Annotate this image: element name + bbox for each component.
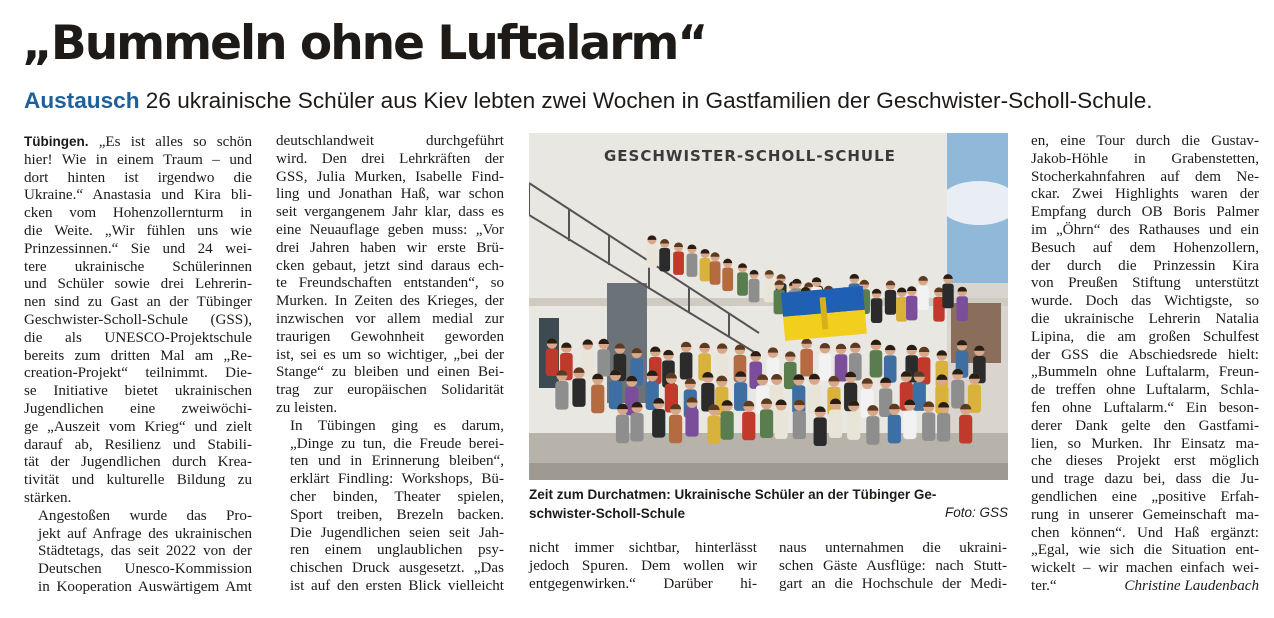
text-line: „Bummeln ohne Luftalarm, Freun-: [1031, 364, 1259, 381]
text-line: Ukraine.“ Anastasia und Kira bli-: [24, 187, 252, 204]
text-line: chischen Druck ausgesetzt. „Das: [290, 560, 504, 577]
text-line: und trage dazu bei, dass die Ju-: [1031, 471, 1259, 488]
closing-text: ter.“: [1031, 577, 1057, 594]
text-line: jedoch Spuren. Dem wollen wir: [529, 557, 757, 574]
text-line: te Freundschaften entstanden“, so: [276, 275, 504, 292]
text-line: Stange“ zu bleiben und einen Bei-: [276, 364, 504, 381]
ukraine-flag: [781, 286, 867, 341]
text-line: Angestoßen wurde das Pro-: [38, 507, 252, 524]
text-line: Lipina, die am großen Schulfest: [1031, 328, 1259, 345]
text-line: ge „Auszeit vom Krieg“ und zielt: [24, 418, 252, 435]
text-line: fen ohne Luftalarm.“ Ein beson-: [1031, 399, 1259, 416]
text-line: Tübingen. „Es ist alles so schön: [24, 134, 252, 150]
text-line: die als UNESCO-Projektschule: [24, 329, 252, 346]
headline: „Bummeln ohne Luftalarm“: [22, 16, 707, 71]
paragraph-5: [1031, 133, 1259, 596]
text-line: en, eine Tour durch die Gustav-: [1031, 133, 1259, 149]
text-line: von Preußen Stiftung unterstützt: [1031, 275, 1259, 292]
text-line: bereits zum dritten Mal am „Re-: [24, 347, 252, 364]
article-column-1: [24, 133, 252, 603]
text-line: derer Dank gelte den Gastfami-: [1031, 417, 1259, 434]
text-line: „Dinge zu tun, die Freude berei-: [290, 435, 504, 452]
text-line: die Weite. „Wir fühlen uns wie: [24, 222, 252, 239]
text-line: drei Jahren haben wir erste Brü-: [276, 239, 504, 256]
text-line: schen Gäste Ausflüge: nach Stutt-: [779, 557, 1007, 574]
text-line: gendlichen eine „positive Erfah-: [1031, 488, 1259, 505]
text-line: zu leisten.: [276, 399, 338, 416]
text-line: tät der Jugendlichen durch Krea-: [24, 454, 252, 471]
dateline-location: Tübingen.: [24, 134, 89, 149]
text-line: hier! Wie in einem Traum – und: [24, 151, 252, 168]
text-line: cken gebaut, jetzt sind daraus ech-: [276, 257, 504, 274]
text-line: wird. Den drei Lehrkräften der: [276, 150, 504, 167]
text-line: ren einem unglaublichen psy-: [290, 542, 504, 559]
building-sign: GESCHWISTER-SCHOLL-SCHULE: [604, 147, 896, 165]
photo-caption: [529, 486, 1008, 523]
text-line: Murken. In Zeiten des Krieges, der: [276, 293, 504, 310]
text-line: Sport treiben, Brezeln backen.: [290, 506, 504, 523]
text-line: erklärt Findling: Workshops, Bü-: [290, 471, 504, 488]
text-line: cher binden, Theater spielen,: [290, 488, 504, 505]
text-line: ckar. Zwei Highlights waren der: [1031, 186, 1259, 203]
text-line: cken vom Hohenzollernturm in: [24, 205, 252, 222]
text-line: der durch die Prinzessin Kira: [1031, 257, 1259, 274]
text-line: de treffen ohne Luftalarm, Schla-: [1031, 382, 1259, 399]
article-column-3a: [529, 540, 757, 593]
text-line: che dieses Projekt erst möglich: [1031, 453, 1259, 470]
text-line: ist, sei es um so wichtiger, „bei der: [276, 346, 504, 363]
text-line: chen können“. Und Haß ergänzt:: [1031, 524, 1259, 541]
author-byline: Christine Laudenbach: [1124, 577, 1259, 594]
text-line: tere ukrainische Schülerinnen: [24, 258, 252, 275]
text-line: trag zur europäischen Solidarität: [276, 382, 504, 399]
photo-caption-line-1: Zeit zum Durchatmen: Ukrainische Schüler an der Tübinger Ge-: [529, 487, 937, 502]
text-line: die ukrainische Lehrerin Natalia: [1031, 310, 1259, 327]
text-line: der GSS die Abschiedsrede hielt:: [1031, 346, 1259, 363]
text-line: wurde. Doch das Wichtigste, so: [1031, 293, 1259, 310]
text-line: jekt auf Anfrage des ukrainischen: [38, 525, 252, 542]
text-line: „Egal, wie sich die Situation ent-: [1031, 542, 1259, 559]
article-column-2: [276, 133, 504, 603]
text-line: nen sind zu Gast an der Tübinger: [24, 294, 252, 311]
text-line: Die Jugendlichen seien seit Jah-: [290, 524, 504, 541]
text-line: stärken.: [24, 489, 72, 506]
text-line: Stocherkahnfahren auf dem Ne-: [1031, 168, 1259, 185]
text-line: traurigen Gewohnheit geworden: [276, 328, 504, 345]
text-line: eine Neuauflage geben muss: „Vor: [276, 221, 504, 238]
text-line: creation-Projekt“ teilnimmt. Die-: [24, 365, 252, 382]
text-line: Prinzessinnen.“ Sie und 24 wei-: [24, 240, 252, 257]
subline: [24, 86, 1153, 116]
text-line: ten und in Erinnerung bleiben“,: [290, 453, 504, 470]
article-column-3b: [779, 540, 1007, 593]
text-line: nicht immer sichtbar, hinterlässt: [529, 540, 757, 556]
text-line: inzwischen vor allem medial zur: [276, 310, 504, 327]
text-line: [1031, 578, 1259, 596]
text-line: gart an die Hochschule der Medi-: [779, 575, 1007, 592]
text-line: Städtetags, das seit 2022 von der: [38, 543, 252, 560]
subline-kicker: Austausch: [24, 88, 140, 113]
text-line: deutschlandweit durchgeführt: [276, 133, 504, 149]
group-photo: [529, 133, 1008, 480]
paragraph-4: [276, 418, 504, 596]
text-line: tivität und kulturelle Bildung zu: [24, 472, 252, 489]
text-line: dort hinten ist irgendwo die: [24, 169, 252, 186]
subline-text: 26 ukrainische Schüler aus Kiev lebten zwei Wochen in Gastfamilien der Geschwister-Scholl-Schule.: [145, 88, 1153, 113]
text-line: Empfang durch OB Boris Palmer: [1031, 204, 1259, 221]
photo-credit: Foto: GSS: [944, 505, 1008, 520]
text-line: im „Öhrn“ des Rathauses und ein: [1031, 221, 1259, 238]
text-line: wickelt – wir machen einfach wei-: [1031, 560, 1259, 577]
photo-caption-line-2: schwister-Scholl-Schule: [529, 505, 686, 521]
text-line: Besuch auf dem Hohenzollern,: [1031, 239, 1259, 256]
text-line: se Initiative bietet ukrainischen: [24, 383, 252, 400]
text-line: ist auf den ersten Blick vielleicht: [290, 577, 504, 594]
text-line: naus unternahmen die ukraini-: [779, 540, 1007, 556]
text-line: entgegenwirken.“ Darüber hi-: [529, 575, 757, 592]
text-line: GSS, Julia Murken, Isabelle Find-: [276, 168, 504, 185]
text-line: darauf ab, Resilienz und Stabili-: [24, 436, 252, 453]
text-line: Deutschen Unesco-Kommission: [38, 561, 252, 578]
paragraph-3: [276, 133, 504, 418]
paragraph-2: [24, 508, 252, 597]
text-line: in Kooperation Auswärtigem Amt: [38, 578, 252, 595]
text-line: Geschwister-Scholl-Schule (GSS),: [24, 311, 252, 328]
text-line: Jakob-Höhle in Grabenstetten,: [1031, 150, 1259, 167]
text-line: rung in unserer Gemeinschaft ma-: [1031, 506, 1259, 523]
text-line: lien, so Murken. Ihr Einsatz ma-: [1031, 435, 1259, 452]
text-line: Jugendlichen eine zweiwöchi-: [24, 400, 252, 417]
text-line: ling und Jonathan Haß, war schon: [276, 186, 504, 203]
text-line: und Schüler sowie drei Lehrerin-: [24, 276, 252, 293]
text-line: seit vergangenem Jahr klar, dass es: [276, 204, 504, 221]
text-line: In Tübingen ging es darum,: [290, 417, 504, 434]
article-column-4: [1031, 133, 1259, 603]
paragraph-1: [24, 133, 252, 508]
